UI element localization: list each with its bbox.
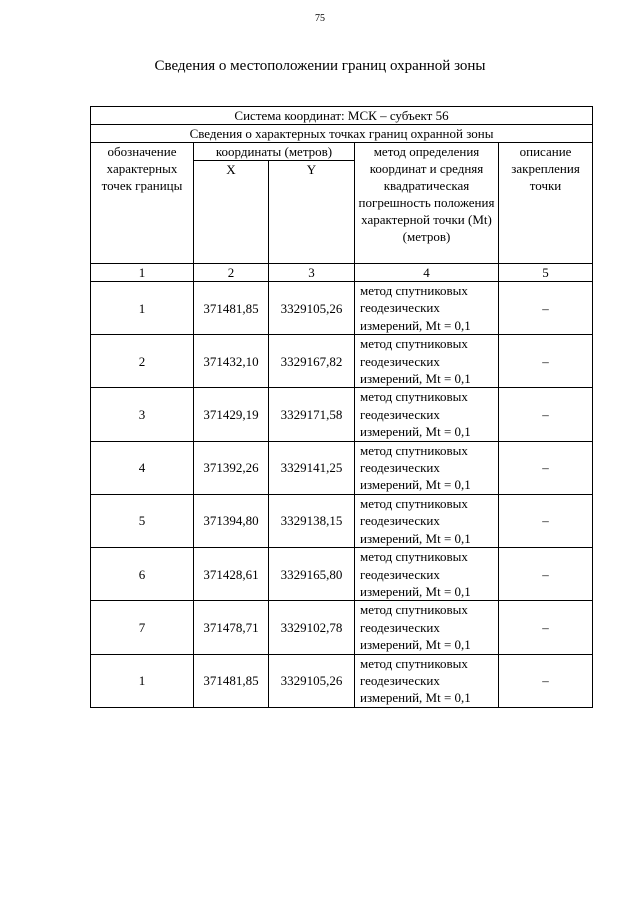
cell-method: метод спутниковых геодезических измерений, Mt = 0,1 (355, 654, 499, 707)
cell-y: 3329102,78 (269, 601, 355, 654)
section-title: Сведения о характерных точках границ охранной зоны (91, 125, 593, 143)
cell-point: 5 (91, 494, 194, 547)
header-description: описание закрепления точки (499, 143, 593, 264)
cell-x: 371478,71 (194, 601, 269, 654)
column-number: 5 (499, 264, 593, 282)
cell-y: 3329171,58 (269, 388, 355, 441)
cell-description: – (499, 282, 593, 335)
table-row (91, 654, 593, 707)
cell-point: 1 (91, 654, 194, 707)
cell-y: 3329141,25 (269, 441, 355, 494)
table-row (91, 441, 593, 494)
table-row (91, 335, 593, 388)
header-y: Y (269, 161, 355, 264)
header-designation: обозначение характерных точек границы (91, 143, 194, 264)
coordinate-system-title: Система координат: МСК – субъект 56 (91, 107, 593, 125)
cell-description: – (499, 441, 593, 494)
document-title: Сведения о местоположении границ охранной зоны (154, 58, 486, 74)
cell-method: метод спутниковых геодезических измерений, Mt = 0,1 (355, 282, 499, 335)
table-row (91, 548, 593, 601)
cell-y: 3329165,80 (269, 548, 355, 601)
cell-description: – (499, 335, 593, 388)
cell-point: 3 (91, 388, 194, 441)
cell-y: 3329105,26 (269, 282, 355, 335)
column-number: 1 (91, 264, 194, 282)
cell-method: метод спутниковых геодезических измерений, Mt = 0,1 (355, 494, 499, 547)
table-row (91, 282, 593, 335)
cell-x: 371392,26 (194, 441, 269, 494)
table-row (91, 601, 593, 654)
cell-y: 3329105,26 (269, 654, 355, 707)
cell-method: метод спутниковых геодезических измерений, Mt = 0,1 (355, 441, 499, 494)
cell-method: метод спутниковых геодезических измерений, Mt = 0,1 (355, 335, 499, 388)
cell-method: метод спутниковых геодезических измерений, Mt = 0,1 (355, 601, 499, 654)
cell-x: 371432,10 (194, 335, 269, 388)
cell-x: 371429,19 (194, 388, 269, 441)
cell-point: 4 (91, 441, 194, 494)
cell-description: – (499, 654, 593, 707)
cell-point: 1 (91, 282, 194, 335)
boundary-points-table (90, 106, 593, 708)
cell-x: 371428,61 (194, 548, 269, 601)
cell-point: 2 (91, 335, 194, 388)
header-x: X (194, 161, 269, 264)
cell-description: – (499, 494, 593, 547)
page-number: 75 (315, 13, 325, 24)
cell-y: 3329167,82 (269, 335, 355, 388)
cell-description: – (499, 548, 593, 601)
cell-description: – (499, 601, 593, 654)
cell-description: – (499, 388, 593, 441)
header-method: метод определения координат и средняя квадратическая погрешность положения характерной точки (Mt) (метров) (355, 143, 499, 264)
cell-x: 371394,80 (194, 494, 269, 547)
cell-x: 371481,85 (194, 654, 269, 707)
table-row (91, 494, 593, 547)
cell-x: 371481,85 (194, 282, 269, 335)
column-number: 3 (269, 264, 355, 282)
table-row (91, 388, 593, 441)
cell-point: 6 (91, 548, 194, 601)
header-coordinates: координаты (метров) (194, 143, 355, 161)
column-number: 4 (355, 264, 499, 282)
cell-y: 3329138,15 (269, 494, 355, 547)
cell-point: 7 (91, 601, 194, 654)
cell-method: метод спутниковых геодезических измерений, Mt = 0,1 (355, 388, 499, 441)
column-number: 2 (194, 264, 269, 282)
cell-method: метод спутниковых геодезических измерений, Mt = 0,1 (355, 548, 499, 601)
